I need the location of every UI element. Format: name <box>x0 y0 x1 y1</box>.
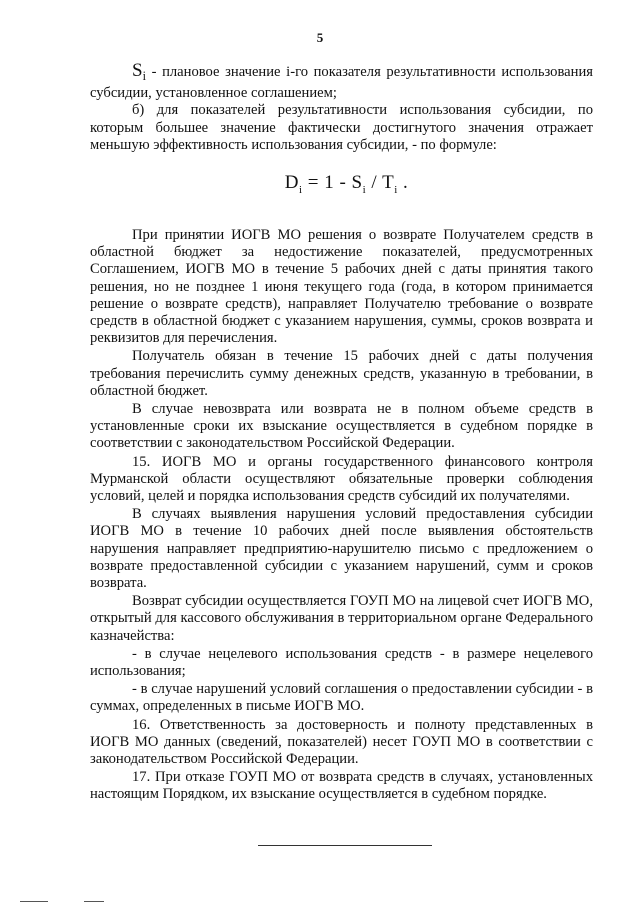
paragraph-return-decision: При принятии ИОГВ МО решения о возврате Получателем средств в областной бюджет за недостижение показателей, предусмотренных Соглашением, ИОГВ МО в течение 5 рабочих дней с даты принятия такого решения, но не позднее 1 июня текущего года (года, в котором принимается решение о возврате средств), направляет Получателю требование о возврате средств в областной бюджет с указанием нарушения, суммы, сроков возврата и реквизитов для перечисления. <box>90 226 593 347</box>
closing-rule <box>258 845 432 846</box>
formula <box>90 171 593 199</box>
paragraph-17: 17. При отказе ГОУП МО от возврата средств в случаях, установленных настоящим Порядком, их взыскание осуществляется в судебном порядке. <box>90 769 593 803</box>
paragraph-refund-account: Возврат субсидии осуществляется ГОУП МО на лицевой счет ИОГВ МО, открытый для кассового обслуживания в территориальном органе Федерального казначейства: <box>90 593 593 644</box>
formula-d-sub: i <box>298 183 303 196</box>
si-definition <box>90 62 593 102</box>
si-definition-text: - плановое значение i-го показателя результативности использования субсидии, установленное соглашением; <box>90 64 593 102</box>
formula-end: . <box>397 171 409 193</box>
paragraph-recipient-obligation: Получатель обязан в течение 15 рабочих дней с даты получения требования перечислить сумму денежных средств, указанную в требовании, в областной бюджет. <box>90 348 593 399</box>
bottom-mark-right <box>84 901 104 902</box>
paragraph-16: 16. Ответственность за достоверность и полноту представленных в ИОГВ МО данных (сведений, показателей) несет ГОУП МО в соответствии с законодательством Российской Федерации. <box>90 716 593 768</box>
clause-b: б) для показателей результативности использования субсидии, по которым большее значение фактически достигнутого значения отражает меньшую эффективность использования субсидии, - по формуле: <box>90 102 593 153</box>
bottom-mark-left <box>20 901 48 902</box>
paragraph-15: 15. ИОГВ МО и органы государственного финансового контроля Мурманской области осуществляют обязательные проверки соблюдения условий, целей и порядка использования средств субсидий их получателями. <box>90 453 593 504</box>
formula-middle: = 1 - S <box>302 171 363 193</box>
document-body <box>90 62 593 804</box>
paragraph-violation: В случаях выявления нарушения условий предоставления субсидии ИОГВ МО в течение 10 рабочих дней после выявления обстоятельств нарушения направляет предприятию-нарушителю письмо с предложением о возврате предоставленной субсидии с указанием нарушений, сумм и сроков возврата. <box>90 506 593 591</box>
page-number: 5 <box>316 30 324 45</box>
formula-slash: / T <box>366 171 395 193</box>
formula-t-sub: i <box>394 183 398 196</box>
formula-d: D <box>284 171 299 193</box>
list-item-misuse: - в случае нецелевого использования средств - в размере нецелевого использования; <box>90 645 593 679</box>
paragraph-non-return: В случае невозврата или возврата не в полном объеме средств в установленные сроки их взыскание осуществляется в судебном порядке в соответствии с законодательством Российской Федерации. <box>90 400 593 452</box>
list-item-agreement-violation: - в случае нарушений условий соглашения о предоставлении субсидии - в суммах, определенных в письме ИОГВ МО. <box>90 681 593 715</box>
formula-s-sub: i <box>362 183 367 196</box>
si-symbol: S <box>132 60 143 81</box>
si-subscript: i <box>142 68 146 83</box>
